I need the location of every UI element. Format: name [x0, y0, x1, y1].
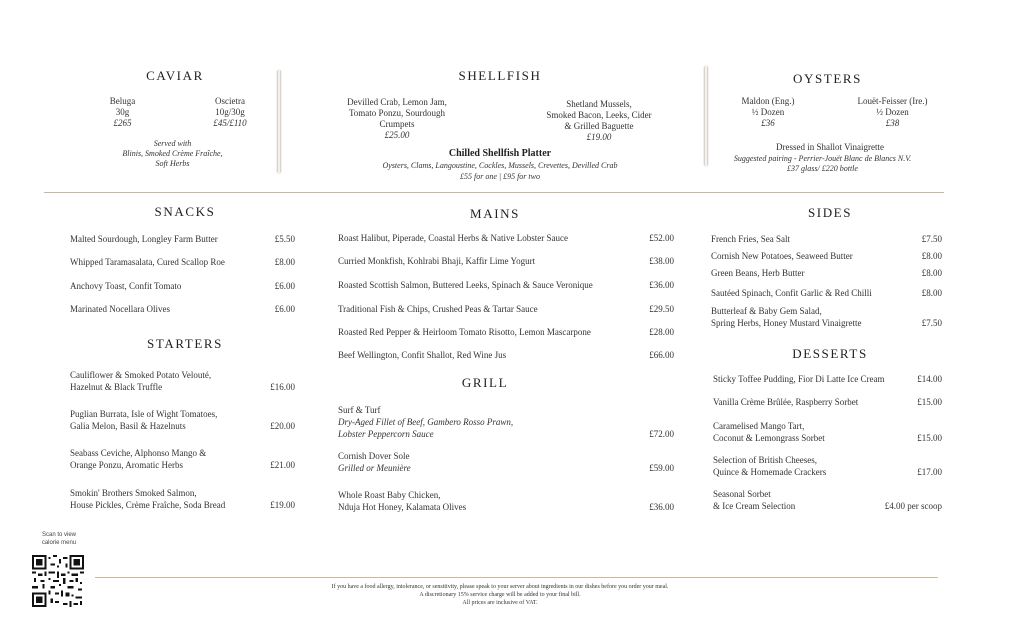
menu-item-price: £17.00 — [917, 467, 942, 477]
shellfish-item — [333, 97, 461, 141]
caviar-item-price: £265 — [113, 118, 132, 128]
menu-item-name: Seabass Ceviche, Alphonso Mango & Orange Ponzu, Aromatic Herbs — [70, 448, 207, 470]
menu-item-name: Seasonal Sorbet & Ice Cream Selection — [713, 489, 796, 511]
menu-item — [338, 255, 674, 267]
menu-item — [713, 454, 942, 478]
vat-notice: All prices are inclusive of VAT. — [462, 600, 538, 606]
divider — [704, 66, 708, 166]
menu-item-price: £6.00 — [274, 281, 295, 291]
menu-item-description: Dry-Aged Fillet of Beef, Gambero Rosso Prawn, Lobster Peppercorn Sauce — [338, 417, 514, 439]
shellfish-heading: SHELLFISH — [458, 68, 542, 83]
menu-item-name: Roasted Scottish Salmon, Buttered Leeks, Spinach & Sauce Veronique — [338, 280, 593, 290]
menu-item — [70, 280, 295, 292]
mains-heading: MAINS — [470, 206, 520, 221]
menu-item — [70, 487, 295, 511]
menu-item-name: Cauliflower & Smoked Potato Velouté, Hazelnut & Black Truffle — [70, 370, 212, 392]
footer — [200, 583, 800, 607]
menu-item — [70, 408, 295, 432]
menu-item-price: £7.50 — [921, 234, 942, 244]
caviar-item-size: 30g — [115, 107, 130, 117]
oyster-item-price: £38 — [885, 118, 900, 128]
caviar-item-price: £45/£110 — [213, 118, 247, 128]
menu-item — [338, 489, 674, 513]
menu-item-description: Grilled or Meunière — [338, 463, 411, 473]
menu-item-price: £8.00 — [921, 288, 942, 298]
menu-item-name: Butterleaf & Baby Gem Salad, Spring Herbs, Honey Mustard Vinaigrette — [711, 306, 862, 328]
menu-item-name: Surf & Turf — [338, 405, 381, 415]
menu-item-name: Smokin' Brothers Smoked Salmon, House Pickles, Crème Fraîche, Soda Bread — [70, 488, 226, 510]
caviar-item — [95, 96, 150, 129]
oyster-item — [728, 96, 808, 129]
caviar-item-name: Beluga — [109, 96, 136, 106]
menu-item-price: £8.00 — [921, 268, 942, 278]
menu-item — [338, 303, 674, 315]
menu-item-price: £7.50 — [921, 318, 942, 328]
menu-item-name: Green Beans, Herb Butter — [711, 268, 805, 278]
menu-item — [338, 326, 674, 338]
menu-item-price: £5.50 — [274, 234, 295, 244]
menu-item-name: Roast Halibut, Piperade, Coastal Herbs & Native Lobster Sauce — [338, 233, 568, 243]
menu-item — [338, 349, 674, 361]
menu-item-name: Whole Roast Baby Chicken, Nduja Hot Honey, Kalamata Olives — [338, 490, 467, 512]
oyster-item-size: ½ Dozen — [876, 107, 909, 117]
menu-item — [338, 404, 674, 440]
menu-item-price: £15.00 — [917, 433, 942, 443]
grill-heading: GRILL — [461, 375, 509, 390]
section-divider — [44, 192, 944, 193]
allergy-notice: If you have a food allergy, intolerance, or sensitivity, please speak to your server about ingredients in our dishes before you order your meal. — [331, 584, 669, 590]
menu-item — [713, 488, 942, 512]
oysters-dressing: Dressed in Shallot Vinaigrette — [775, 142, 885, 152]
menu-item-price: £59.00 — [649, 463, 674, 473]
snacks-heading: SNACKS — [154, 204, 216, 219]
menu-item-price: £20.00 — [270, 421, 295, 431]
menu-item — [338, 232, 674, 244]
menu-item-price: £66.00 — [649, 350, 674, 360]
menu-item-price: £19.00 — [270, 500, 295, 510]
shellfish-item-name: Devilled Crab, Lemon Jam, Tomato Ponzu, Sourdough Crumpets — [347, 97, 447, 129]
menu-item — [711, 250, 942, 262]
menu-item — [70, 369, 295, 393]
menu-item-name: Roasted Red Pepper & Heirloom Tomato Risotto, Lemon Mascarpone — [338, 327, 591, 337]
menu-item — [70, 256, 295, 268]
menu-item — [711, 305, 942, 329]
menu-item-name: Vanilla Crème Brûlée, Raspberry Sorbet — [713, 397, 859, 407]
menu-item — [70, 233, 295, 245]
oyster-item-name: Louët-Feisser (Ire.) — [857, 96, 928, 106]
menu-item-price: £15.00 — [917, 397, 942, 407]
oysters-heading: OYSTERS — [793, 71, 862, 86]
menu-item-name: French Fries, Sea Salt — [711, 234, 790, 244]
menu-item — [338, 450, 674, 474]
oyster-item-name: Maldon (Eng.) — [741, 96, 795, 106]
desserts-heading: DESSERTS — [792, 346, 868, 361]
menu-item-name: Sautéed Spinach, Confit Garlic & Red Chilli — [711, 288, 872, 298]
oyster-item-price: £36 — [761, 118, 775, 128]
menu-item — [338, 279, 674, 291]
qr-caption: Scan to view calorie menu — [41, 532, 77, 546]
menu-item — [713, 373, 942, 385]
menu-item — [713, 396, 942, 408]
menu-item-price: £8.00 — [921, 251, 942, 261]
menu-item-name: Marinated Nocellara Olives — [70, 304, 170, 314]
menu-item — [713, 420, 942, 444]
sides-heading: SIDES — [807, 205, 853, 220]
oysters-pairing: Suggested pairing - Perrier-Jouët Blanc de Blancs N.V. £37 glass/ £220 bottle — [733, 154, 912, 173]
divider — [277, 70, 281, 173]
footer-divider — [95, 577, 938, 578]
menu-item-price: £6.00 — [274, 304, 295, 314]
menu-item-price: £36.00 — [649, 502, 674, 512]
menu-item-name: Curried Monkfish, Kohlrabi Bhaji, Kaffir Lime Yogurt — [338, 256, 536, 266]
shellfish-item-name: Shetland Mussels, Smoked Bacon, Leeks, Cider & Grilled Baguette — [546, 99, 652, 131]
menu-item-price: £16.00 — [270, 382, 295, 392]
platter-title: Chilled Shellfish Platter — [448, 148, 552, 159]
shellfish-item — [535, 99, 663, 143]
menu-item — [70, 303, 295, 315]
starters-heading: STARTERS — [147, 336, 223, 351]
menu-item-price: £36.00 — [649, 280, 674, 290]
menu-item-name: Beef Wellington, Confit Shallot, Red Wine Jus — [338, 350, 507, 360]
qr-code-icon[interactable] — [32, 555, 84, 607]
oyster-item — [840, 96, 945, 129]
menu-item-name: Cornish New Potatoes, Seaweed Butter — [711, 251, 853, 261]
menu-item-price: £38.00 — [649, 256, 674, 266]
menu-item — [711, 287, 942, 299]
menu-item-price: £72.00 — [649, 429, 674, 439]
menu-item-name: Whipped Taramasalata, Cured Scallop Roe — [70, 257, 225, 267]
service-charge-notice: A discretionary 15% service charge will be added to your final bill. — [419, 592, 581, 598]
caviar-item — [200, 96, 260, 129]
shellfish-item-price: £25.00 — [384, 130, 410, 140]
caviar-item-name: Oscietra — [215, 96, 245, 106]
menu-item-price: £8.00 — [274, 257, 295, 267]
menu-item-name: Selection of British Cheeses, Quince & Homemade Crackers — [713, 455, 827, 477]
menu-item-name: Sticky Toffee Pudding, Fior Di Latte Ice Cream — [713, 374, 885, 384]
menu-item-price: £29.50 — [649, 304, 674, 314]
caviar-heading: CAVIAR — [146, 68, 204, 83]
caviar-served-with: Served with Blinis, Smoked Crème Fraîche, Soft Herbs — [122, 139, 223, 168]
menu-item-name: Puglian Burrata, Isle of Wight Tomatoes, Galia Melon, Basil & Hazelnuts — [70, 409, 218, 431]
menu-item-price: £14.00 — [917, 374, 942, 384]
menu-item-price: £4.00 per scoop — [884, 501, 942, 511]
platter-price: £55 for one | £95 for two — [460, 172, 540, 181]
menu-item-name: Cornish Dover Sole — [338, 451, 410, 461]
oyster-item-size: ½ Dozen — [751, 107, 785, 117]
menu-item-name: Traditional Fish & Chips, Crushed Peas & Tartar Sauce — [338, 304, 538, 314]
menu-item-name: Anchovy Toast, Confit Tomato — [70, 281, 182, 291]
menu-item-name: Caramelised Mango Tart, Coconut & Lemongrass Sorbet — [713, 421, 825, 443]
menu-item — [711, 267, 942, 279]
menu-item-price: £28.00 — [649, 327, 674, 337]
menu-item-price: £21.00 — [270, 460, 295, 470]
platter-description: Oysters, Clams, Langoustine, Cockles, Mussels, Crevettes, Devilled Crab — [382, 161, 618, 170]
menu-item-price: £52.00 — [649, 233, 674, 243]
menu-item — [70, 447, 295, 471]
shellfish-item-price: £19.00 — [586, 132, 612, 142]
caviar-item-size: 10g/30g — [215, 107, 245, 117]
menu-item — [711, 233, 942, 245]
menu-item-name: Malted Sourdough, Longley Farm Butter — [70, 234, 218, 244]
